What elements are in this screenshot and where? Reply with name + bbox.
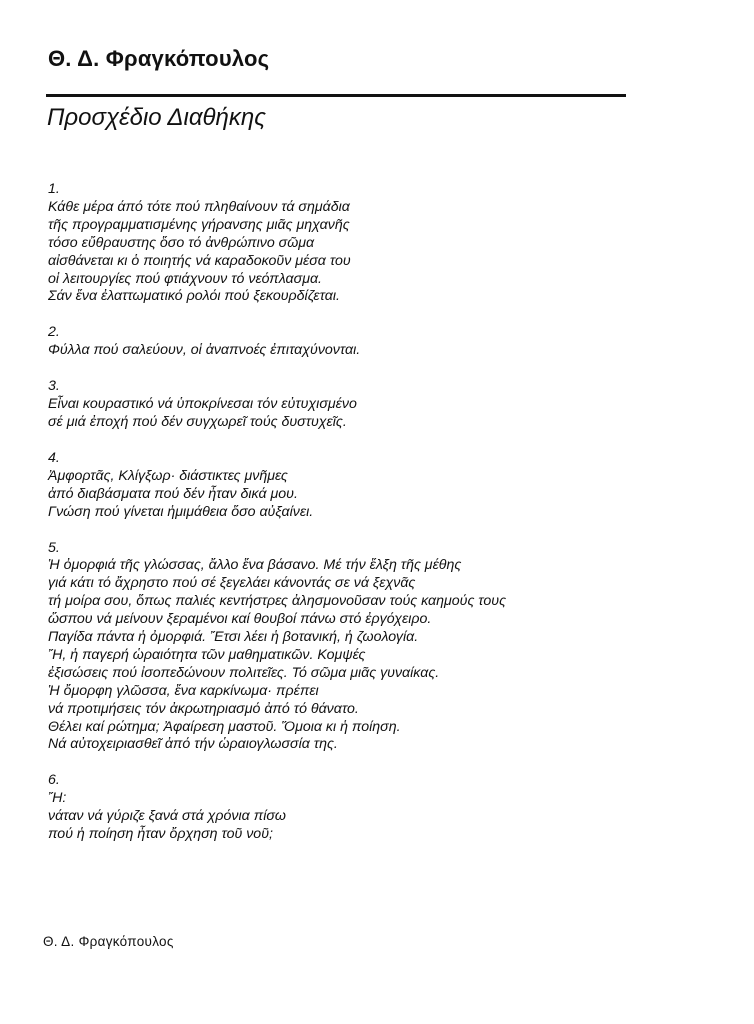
- poem-line: γιά κάτι τό ἄχρηστο πού σέ ξεγελάει κάνοντάς σε νά ξεχνᾶς: [48, 575, 416, 592]
- section-number: 5.: [48, 539, 60, 556]
- section-number: 6.: [48, 772, 60, 789]
- poem-section: [48, 772, 648, 844]
- poem-line: τῆς προγραμματισμένης γήρανσης μιᾶς μηχανῆς: [48, 216, 350, 233]
- header-rule: [46, 94, 626, 97]
- poem-section: [48, 324, 648, 360]
- section-number: 3.: [48, 378, 60, 395]
- poem-line: Ἀμφορτᾶς, Κλίγξωρ· διάστικτες μνῆμες: [48, 467, 288, 484]
- poem-line: Εἶναι κουραστικό νά ὑποκρίνεσαι τόν εὐτυχισμένο: [48, 396, 357, 413]
- poem-line: Νά αὐτοχειριασθεῖ ἀπό τήν ὡραιογλωσσία της.: [48, 736, 338, 753]
- section-number: 2.: [48, 324, 60, 341]
- poem-line: Ἤ:: [48, 790, 67, 807]
- poem-line: Ἡ ὄμορφη γλῶσσα, ἕνα καρκίνωμα· πρέπει: [48, 682, 319, 699]
- poem-line: σέ μιά ἐποχή πού δέν συγχωρεῖ τούς δυστυχεῖς.: [48, 413, 347, 430]
- poem-line: Ἤ, ἡ παγερή ὡραιότητα τῶν μαθηματικῶν. Κομψές: [48, 646, 366, 663]
- section-number: 1.: [48, 181, 60, 197]
- poem-line: Ἡ ὀμορφιά τῆς γλώσσας, ἄλλο ἕνα βάσανο. Μέ τήν ἕλξη τῆς μέθης: [48, 557, 462, 574]
- poem-line: τόσο εὔθραυστης ὅσο τό ἀνθρώπινο σῶμα: [48, 234, 315, 251]
- poem-line: Παγίδα πάντα ἡ ὀμορφιά. Ἔτσι λέει ἡ βοτανική, ἡ ζωολογία.: [48, 629, 419, 646]
- author-header: Θ. Δ. Φραγκόπουλος: [48, 46, 270, 71]
- poem-line: Γνώση πού γίνεται ἡμιμάθεια ὅσο αὐξαίνει.: [48, 503, 314, 520]
- poem-section: [48, 181, 648, 306]
- poem-line: ὥσπου νά μείνουν ξεραμένοι καί θουβοί πάνω στό ἐργόχειρο.: [48, 611, 432, 628]
- poem-line: πού ἡ ποίηση ἦταν ὄρχηση τοῦ νοῦ;: [48, 826, 273, 843]
- poem-section: [48, 378, 648, 432]
- poem-line: Σάν ἕνα ἐλαττωματικό ρολόι πού ξεκουρδίζεται.: [48, 288, 340, 305]
- poem-line: Φύλλα πού σαλεύουν, οἱ ἀναπνοές ἐπιταχύνονται.: [48, 342, 361, 359]
- poem-line: ἐξισώσεις πού ἰσοπεδώνουν πολιτεῖες. Τό σῶμα μιᾶς γυναίκας.: [48, 664, 440, 681]
- poem-title: Προσχέδιο Διαθήκης: [47, 104, 266, 131]
- footer-author: Θ. Δ. Φραγκόπουλος: [43, 934, 174, 949]
- poem-line: ἀπό διαβάσματα πού δέν ἦταν δικά μου.: [48, 485, 298, 502]
- poem-line: τή μοίρα σου, ὅπως παλιές κεντήστρες ἀλησμονοῦσαν τούς καημούς τους: [48, 593, 506, 610]
- poem-body: [48, 181, 648, 862]
- poem-line: νάταν νά γύριζε ξανά στά χρόνια πίσω: [48, 808, 286, 825]
- poem-section: [48, 540, 648, 755]
- section-number: 4.: [48, 449, 60, 466]
- poem-line: Θέλει καί ρώτημα; Ἀφαίρεση μαστοῦ. Ὅμοια κι ἡ ποίηση.: [48, 718, 401, 735]
- poem-line: αἰσθάνεται κι ὁ ποιητής νά καραδοκοῦν μέσα του: [48, 252, 351, 269]
- poem-section: [48, 450, 648, 522]
- poem-line: νά προτιμήσεις τόν ἀκρωτηριασμό ἀπό τό θάνατο.: [48, 700, 359, 717]
- poem-line: Κάθε μέρα άπό τότε πού πληθαίνουν τά σημάδια: [48, 198, 350, 215]
- poem-line: οἱ λειτουργίες πού φτιάχνουν τό νεόπλασμα.: [48, 270, 322, 287]
